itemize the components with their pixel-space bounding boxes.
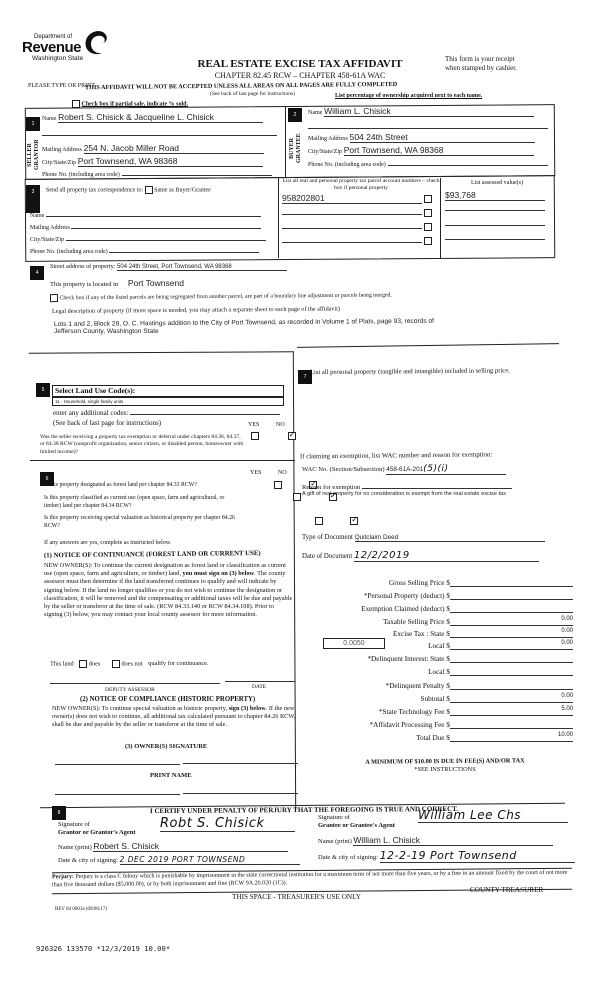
additional-codes-row: enter any additional codes:	[53, 408, 280, 417]
seller-phone-field[interactable]	[122, 169, 272, 176]
buyer-phone-field[interactable]	[388, 159, 548, 166]
page-subtitle: CHAPTER 82.45 RCW – CHAPTER 458-61A WAC	[214, 71, 386, 80]
corr-phone-row: Phone No. (including area code)	[30, 246, 275, 255]
perjury-notice: Perjury: Perjury is a class C felony which is punishable by imprisonment in the state correctional institution for a maximum term of not more than five years, or by a fine in an amount fixed by the court of not more than five thousand dollars ($5,000.00), or by both imprisonment and fine (RCW 9A.20.020 (1C)).	[51, 869, 568, 889]
delinquent-penalty-field[interactable]	[450, 680, 573, 690]
grantor-signature-label: Signature of Grantor or Grantor's Agent	[58, 821, 136, 836]
logo-line1: Department of	[34, 34, 73, 40]
parcel-row	[282, 235, 437, 247]
section-4-badge: 4	[30, 266, 44, 280]
assessed-header: List assessed value(s)	[471, 180, 523, 186]
does-qualify-checkbox[interactable]	[79, 660, 87, 668]
owner-signature-line-2[interactable]	[183, 763, 298, 764]
minimum-due-note: A MINIMUM OF $10.00 IS DUE IN FEE(S) AND/OR TAX	[365, 757, 525, 766]
gross-price-field[interactable]	[450, 577, 573, 587]
buyer-address-field[interactable]: 504 24th Street	[350, 132, 535, 143]
land-use-code-field[interactable]: 11 - Household, single family units	[52, 397, 284, 406]
parcel-row	[282, 221, 437, 233]
grantee-signature-label: Signature of Grantee or Grantee's Agent	[318, 814, 395, 829]
county-treasurer-label: COUNTY TREASURER	[470, 886, 544, 894]
personal-property-deduct-field[interactable]	[450, 590, 573, 600]
local-rate-box: 0.0050	[323, 638, 385, 649]
buyer-city-field[interactable]: Port Townsend, WA 98368	[344, 145, 534, 156]
fee-row: *Personal Property (deduct) $	[318, 587, 573, 600]
subtotal-field[interactable]: 0.00	[450, 693, 573, 703]
street-address-row: Street address of property: 504 24th Street, Port Townsend, WA 98368	[50, 263, 287, 271]
buyer-city-row	[308, 145, 548, 156]
fee-row: Total Due $ 10.00	[416, 732, 573, 742]
buyer-address-label: Mailing Address	[308, 136, 348, 142]
grantor-name-row: Name (print) Robert S. Chisick	[58, 841, 288, 852]
assessed-value-field[interactable]	[445, 203, 545, 211]
grantee-name-field[interactable]: William L. Chisick	[353, 835, 553, 846]
print-name-label: PRINT NAME	[150, 772, 192, 779]
forest-question: Is this property designated as forest land per chapter 84.33 RCW?	[44, 482, 197, 488]
reason-field[interactable]: A gift of real property for no consideration is exempt from the real estate excise tax	[302, 491, 506, 497]
corr-name-row: Name	[30, 210, 275, 219]
seller-city-row	[42, 156, 277, 167]
total-due-field[interactable]: 10.00	[450, 732, 573, 742]
doc-date-row: Date of Document 12/2/2019	[302, 550, 539, 562]
taxable-price-field[interactable]: 0.00	[450, 616, 573, 626]
deputy-assessor-signature-line[interactable]	[50, 683, 220, 684]
grantor-name-field[interactable]: Robert S. Chisick	[93, 841, 288, 852]
certify-heading: I CERTIFY UNDER PENALTY OF PERJURY THAT THE FOREGOING IS TRUE AND CORRECT.	[149, 804, 459, 816]
grantee-date-row: Date & city of signing: 12-2-19 Port Townsend	[318, 849, 575, 863]
assessor-date-label: DATE	[252, 684, 267, 690]
seller-city-field[interactable]: Port Townsend, WA 98368	[78, 156, 263, 167]
delinquent-interest-local-field[interactable]	[450, 666, 573, 676]
corr-city-field[interactable]	[66, 234, 266, 241]
continuance-checks: This land does does not qualify for continuance.	[50, 660, 209, 668]
grantee-name-row: Name (print) William L. Chisick	[318, 835, 553, 846]
assessed-value-field[interactable]	[445, 218, 545, 226]
buyer-city-label: City/State/Zip	[308, 149, 342, 155]
segregated-row: Check box if any of the listed parcels are being segregated from another parcel, are part of a boundary line adjustment or parcels being merged.	[50, 290, 530, 302]
deputy-assessor-label: DEPUTY ASSESSOR	[105, 687, 155, 693]
exemption-yes-checkbox[interactable]	[251, 432, 259, 440]
dor-logo	[22, 30, 107, 70]
seller-name-row	[42, 112, 277, 123]
cashier-stamp: 926326 133570 *12/3/2019 10.00*	[36, 944, 171, 953]
exemption-heading: If claiming an exemption, list WAC number and reason for exemption:	[299, 451, 493, 461]
buyer-name-line2[interactable]	[308, 128, 548, 129]
wac-row: WAC No. (Section/Subsection) 458-61A-201(5)(i)	[302, 464, 506, 475]
ownership-note: List percentage of ownership acquired next to each name.	[335, 93, 483, 99]
compliance-text: NEW OWNER(S): To continue special valuation as historic property, sign (3) below. If the new owner(s) does not wish to continue, all additional tax calculated pursuant to chapter 84.26 RCW, shall be due and payable by the seller or transferor at the time of sale.	[52, 705, 296, 729]
seller-phone-label: Phone No. (including area code)	[42, 172, 120, 178]
exemption-claimed-field[interactable]	[450, 603, 573, 613]
parcels-header: List all real and personal property tax parcel account numbers – check box if personal property	[282, 178, 440, 191]
section-2-badge: 2	[288, 108, 302, 122]
logo-line3: Washington State	[32, 55, 84, 62]
fee-row: *Affidavit Processing Fee $	[318, 716, 573, 729]
yes-header-5: YES	[248, 422, 260, 428]
historical-yes-checkbox[interactable]	[315, 517, 323, 525]
street-address-field[interactable]: 504 24th Street, Port Townsend, WA 98368	[117, 264, 287, 271]
local-excise-field[interactable]: 0.00	[450, 640, 573, 650]
historical-no-checkbox[interactable]	[350, 517, 358, 525]
grantor-signature-field[interactable]: Robt S. Chisick	[160, 816, 295, 832]
does-not-qualify-checkbox[interactable]	[112, 660, 120, 668]
grantor-date-row: Date & city of signing: 2 DEC 2019 PORT TOWNSEND	[58, 855, 300, 865]
exemption-no-checkbox[interactable]	[288, 432, 296, 440]
parcel-row	[282, 207, 437, 219]
wac-number-field[interactable]: 458-61A-201(5)(i)	[386, 464, 506, 475]
corr-phone-field[interactable]	[109, 246, 259, 253]
parcel-number-field[interactable]	[282, 207, 422, 215]
fee-row: Taxable Selling Price $ 0.00	[383, 616, 573, 626]
buyer-name-field[interactable]: William L. Chisick	[324, 106, 534, 117]
buyer-side-label: BUYER GRANTEE	[289, 133, 302, 163]
acceptance-warning: THIS AFFIDAVIT WILL NOT BE ACCEPTED UNLESS ALL AREAS ON ALL PAGES ARE FULLY COMPLETED	[84, 80, 398, 92]
owner-signature-title: (3) OWNER(S) SIGNATURE	[125, 743, 208, 750]
doc-date-field[interactable]: 12/2/2019	[354, 550, 539, 562]
receipt-note-2: when stamped by cashier.	[445, 64, 517, 72]
state-excise-field[interactable]: 0.00	[450, 628, 573, 638]
additional-codes-field[interactable]	[130, 408, 280, 415]
fee-row: Exemption Claimed (deduct) $	[318, 600, 573, 613]
if-yes-note: If any answers are yes, complete as instructed below.	[44, 540, 172, 546]
section-1-badge: 1	[26, 117, 40, 131]
print-name-line-1[interactable]	[55, 794, 180, 795]
assessor-date-line[interactable]	[225, 681, 295, 682]
buyer-phone-label: Phone No. (including area code)	[308, 162, 386, 168]
grantee-date-field[interactable]: 12-2-19 Port Townsend	[380, 849, 575, 863]
doc-type-row: Type of Document Quitclaim Deed	[302, 534, 545, 542]
fee-row: *Delinquent Penalty $	[318, 676, 573, 690]
buyer-name-label: Name	[308, 110, 323, 116]
assessed-value-field[interactable]: $93,768	[445, 190, 545, 201]
legal-desc-label: Legal description of property (if more space is needed, you may attach a separate sheet to each page of the affidavit)	[51, 305, 341, 315]
fee-row: Subtotal $ 0.00	[420, 693, 573, 703]
seller-name-line2[interactable]	[42, 135, 277, 136]
treasurer-space-label: THIS SPACE - TREASURER'S USE ONLY	[232, 893, 361, 901]
assessed-value-field[interactable]	[445, 232, 545, 240]
seller-address-row	[42, 143, 277, 154]
corr-city-row: City/State/Zip	[30, 234, 275, 243]
logo-line2: Revenue	[22, 39, 82, 56]
land-use-see-back: (See back of last page for instructions)	[53, 419, 162, 427]
delinquent-interest-state-field[interactable]	[450, 653, 573, 663]
parcel-row	[282, 193, 437, 205]
receipt-note-1: This form is your receipt	[445, 55, 515, 63]
corr-name-field[interactable]	[46, 210, 261, 217]
land-use-label: Select Land Use Code(s):	[55, 386, 136, 395]
no-header-5: NO	[276, 422, 285, 428]
fees-table	[318, 574, 573, 742]
exemption-question: Was the seller receiving a property tax exemption or deferral under chapters 84.36, 84.37, or 84.38 RCW (nonprofit organization, senior citizen, or disabled person, homeowner with limited income)?	[40, 434, 244, 455]
compliance-title: (2) NOTICE OF COMPLIANCE (HISTORIC PROPERTY)	[80, 696, 256, 703]
see-back-note: (See back of last page for instructions)	[210, 91, 295, 97]
seller-name-label: Name	[42, 116, 57, 122]
legal-desc-line1[interactable]: Lots 1 and 2, Block 28, O. C. Hastings addition to the City of Port Townsend, as recorded in Volume 1 of Plats, page 93, records of	[53, 317, 434, 329]
personal-property-checkbox[interactable]	[424, 195, 432, 203]
partial-sale-label: Check box if partial sale, indicate % sold.	[81, 101, 189, 108]
parcel-number-field[interactable]	[282, 235, 422, 243]
personal-property-label: List all personal property (tangible and intangible) included in selling price.	[309, 367, 510, 377]
section-3-badge: 3	[26, 185, 40, 213]
current-use-yes-checkbox[interactable]	[293, 493, 301, 501]
owner-signature-line-1[interactable]	[55, 764, 180, 765]
grantee-signature-field[interactable]: William Lee Chs	[418, 808, 568, 823]
seller-side-label: SELLER GRANTOR	[27, 139, 40, 171]
fee-row: Excise Tax : State $ 0.00	[393, 628, 573, 638]
reason-row: Reason for exemption	[302, 482, 512, 491]
current-use-question: Is this property classified as current use (open space, farm and agricultural, or timber) land per chapter 84.34 RCW?	[44, 495, 225, 509]
seller-city-label: City/State/Zip	[42, 160, 76, 166]
fee-row: *State Technology Fee $ 5.00	[378, 706, 573, 716]
segregated-checkbox[interactable]	[50, 294, 58, 302]
seller-address-label: Mailing Address	[42, 147, 82, 153]
see-instructions: *SEE INSTRUCTIONS	[414, 766, 476, 773]
section-5-badge: 5	[36, 383, 50, 397]
continuance-text: NEW OWNER(S): To continue the current designation as forest land or classification as current use (open space, farm and agriculture, or timber) land, you must sign on (3) below. The county assessor must then determine if the land transferred continues to qualify and will indicate by signing below. If the land no longer qualifies or you do not wish to continue the designation or classification, it will be removed and the compensating or additional taxes will be due and payable by the seller or transferor at the time of sale. (RCW 84.33.140 or RCW 84.34.108). Prior to signing (3) below, you may contact your local county assessor for more information.	[44, 562, 293, 619]
legal-desc-line2[interactable]: Jefferson County, Washington State	[54, 328, 159, 335]
historical-question: Is this property receiving special valuation as historical property per chapter 84.26 RCW?	[44, 515, 235, 529]
no-header-6: NO	[278, 470, 287, 476]
buyer-phone-row	[308, 159, 548, 168]
parcel-number-field[interactable]: 958202801	[282, 193, 422, 204]
section-8-badge: 8	[52, 806, 66, 820]
seller-address-field[interactable]: 254 N. Jacob Miller Road	[84, 143, 264, 154]
revenue-swirl-logo-icon	[84, 30, 108, 56]
personal-property-checkbox[interactable]	[424, 237, 432, 245]
correspondence-label: Send all property tax correspondence to: Same as Buyer/Grantee	[46, 187, 211, 194]
page-title: REAL ESTATE EXCISE TAX AFFIDAVIT	[197, 58, 403, 70]
seller-name-field[interactable]: Robert S. Chisick & Jacqueline L. Chisick	[58, 112, 263, 123]
section-6-badge: 6	[40, 472, 54, 486]
please-print: PLEASE TYPE OR PRINT	[28, 83, 96, 89]
doc-type-field[interactable]: Quitclaim Deed	[355, 534, 545, 542]
personal-property-checkbox[interactable]	[424, 209, 432, 217]
print-name-line-2[interactable]	[183, 793, 298, 794]
buyer-address-row	[308, 132, 548, 143]
fee-row: Gross Selling Price $	[318, 574, 573, 587]
land-use-select-box	[52, 385, 284, 397]
fee-row: Local $	[318, 663, 573, 676]
fee-row: *Delinquent Interest: State $	[318, 650, 573, 663]
same-as-buyer-checkbox[interactable]	[145, 186, 153, 194]
located-in-row: This property is located in Port Townsend	[50, 278, 184, 288]
continuance-title: (1) NOTICE OF CONTINUANCE (FOREST LAND OR CURRENT USE)	[43, 550, 261, 560]
corr-address-row: Mailing Address	[30, 222, 275, 231]
corr-address-field[interactable]	[71, 222, 261, 229]
processing-fee-field[interactable]	[450, 719, 573, 729]
form-id: REV 84 0001a (09/06/17)	[55, 907, 107, 912]
fee-row: 0.0050 Local $ 0.00	[318, 638, 573, 650]
buyer-name-row	[308, 106, 548, 117]
technology-fee-field[interactable]: 5.00	[450, 706, 573, 716]
personal-property-checkbox[interactable]	[424, 223, 432, 231]
yes-header-6: YES	[250, 470, 262, 476]
grantor-date-field[interactable]: 2 DEC 2019 PORT TOWNSEND	[120, 855, 300, 865]
located-in-field[interactable]: Port Townsend	[127, 278, 184, 288]
section-7-badge: 7	[298, 370, 312, 384]
forest-yes-checkbox[interactable]	[274, 481, 282, 489]
parcel-number-field[interactable]	[282, 221, 422, 229]
